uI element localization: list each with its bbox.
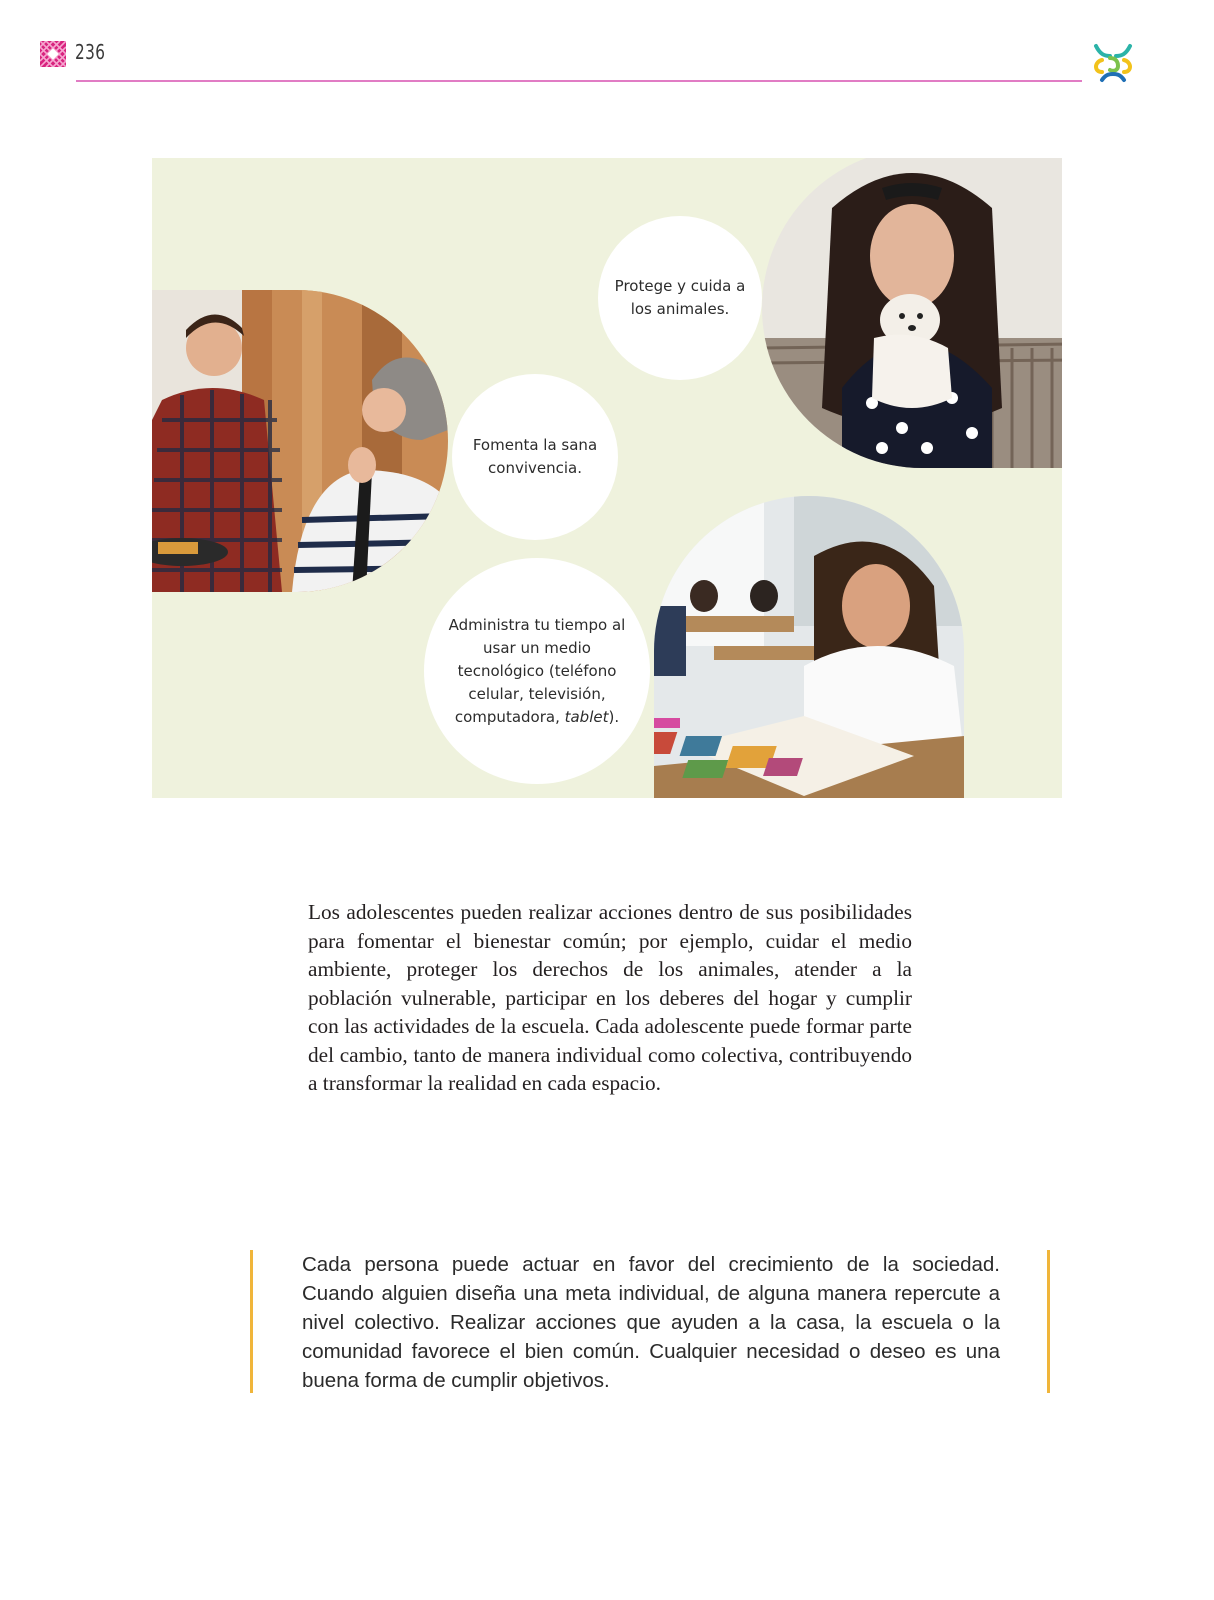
header-rule [76,80,1082,82]
caption-tiempo-end: ). [608,707,620,726]
caption-convivencia [452,374,618,540]
caption-animals [598,216,762,380]
classroom-photo [654,496,964,798]
caption-tiempo [424,558,650,784]
page-number: 236 [75,40,106,64]
caption-tiempo-text [442,614,632,729]
caption-animals-text: Protege y cuida a los animales. [614,277,746,318]
callout-bar-right [1047,1250,1050,1393]
pink-textile-pattern-icon [40,41,66,67]
illustration-panel [152,158,1062,798]
callout-bar-left [250,1250,253,1393]
caption-convivencia-text: Fomenta la sana convivencia. [472,436,598,477]
callout-text: Cada persona puede actuar en favor del crecimiento de la sociedad. Cuando alguien diseña una meta individual, de alguna manera repercute a nivel colectivo. Realizar acciones que ayuden a la casa, la escuela o la comunidad favorece el bien común. Cualquier necesidad o deseo es una buena forma de cumplir objetivos. [302,1253,1000,1392]
dog-photo [762,158,1062,468]
body-paragraph: Los adolescentes pueden realizar acciones dentro de sus posibilidades para fomentar el bienestar común; por ejemplo, cuidar el medio ambiente, proteger los derechos de los animales, atender a la población vulnerable, participar en los deberes del hogar y cumplir con las actividades de la escuela. Cada adolescente puede formar parte del cambio, tanto de manera individual como colectiva, contribuyendo a transformar la realidad en cada espacio. [308,900,912,1095]
caption-tiempo-main: Administra tu tiempo al usar un medio tecnológico (teléfono celular, televisión, computadora, [448,615,626,726]
kitchen-photo [152,290,448,592]
interlinked-figures-logo-icon [1090,40,1136,86]
caption-tiempo-italic: tablet [564,707,609,726]
